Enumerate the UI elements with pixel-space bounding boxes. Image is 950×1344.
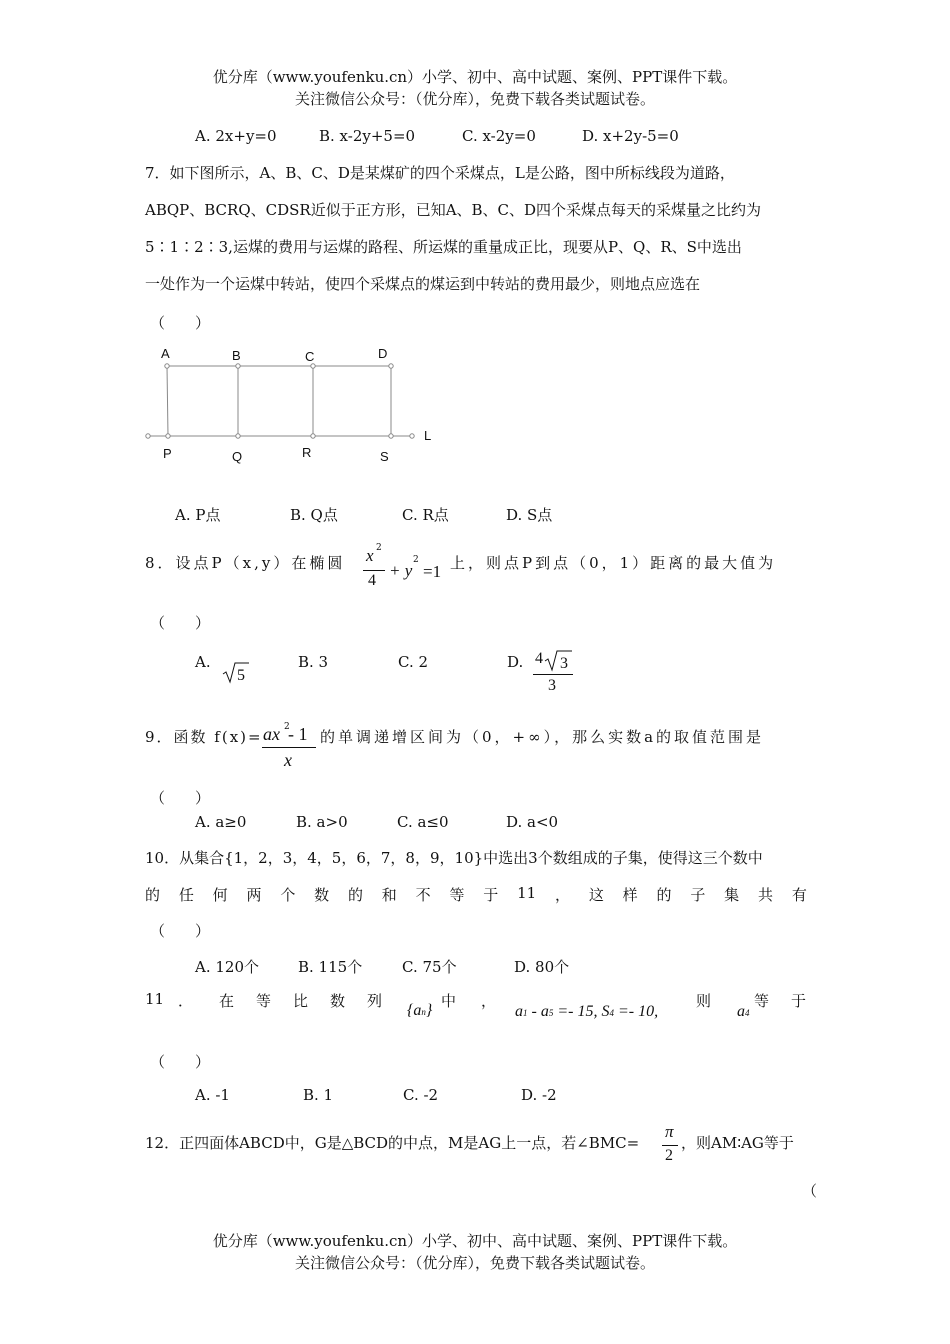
q9-den: x — [284, 750, 292, 770]
label-r: R — [302, 445, 312, 460]
q8-option-a: A. — [195, 653, 211, 671]
q10-char: 两 — [246, 886, 262, 904]
q8-frac-num: x — [366, 546, 374, 565]
q11-expression — [515, 1003, 658, 1021]
q11-seq-open: {a — [407, 1002, 422, 1019]
q11-word: 比 — [293, 992, 309, 1010]
q8-sqrt5 — [222, 660, 250, 686]
q7-line-2: ABQP、BCRQ、CDSR近似于正方形，已知A、B、C、D四个采煤点每天的采煤量之比约为 — [145, 201, 762, 219]
q9-fraction — [262, 719, 318, 775]
label-d: D — [378, 346, 388, 361]
q11-option-c: C. -2 — [403, 1086, 439, 1104]
q8-option-c: C. 2 — [398, 653, 429, 671]
q11-word: 数 — [330, 992, 346, 1010]
q11-a4-sub: 4 — [745, 1008, 750, 1018]
q11-sub-5: 5 — [548, 1008, 554, 1018]
q12-fraction — [662, 1118, 680, 1168]
point-l-start — [146, 434, 150, 438]
q7-line-1: 7．如下图所示，A、B、C、D是某煤矿的四个采煤点，L是公路，图中所标线段为道路， — [145, 164, 735, 182]
q8-d-sqrt3 — [544, 648, 574, 674]
q10-char: 这 — [588, 886, 604, 904]
q9-suffix: 的单调递增区间为（0，+∞），那么实数a的取值范围是 — [320, 728, 765, 746]
q11-a4-a: a — [737, 1003, 745, 1020]
q9-option-c: C. a≤0 — [397, 813, 449, 831]
q9-prefix: 9．函数 f(x)= — [145, 728, 263, 746]
q9-option-d: D. a<0 — [506, 813, 559, 831]
q11-a4 — [737, 1003, 750, 1021]
q10-line-2 — [145, 884, 807, 905]
q11-number: 11 — [145, 990, 165, 1008]
q12-two: 2 — [665, 1147, 673, 1164]
q11-ze: 则 — [696, 992, 712, 1010]
q10-answer-paren: （ ） — [150, 922, 211, 940]
q10-char: 的 — [656, 886, 672, 904]
q7-option-c: C. R点 — [402, 506, 449, 524]
q8-prefix: 8．设点P（x,y）在椭圆 — [145, 554, 346, 572]
label-a: A — [161, 346, 170, 361]
point-s — [389, 434, 393, 438]
label-c: C — [305, 349, 315, 364]
q10-line-1: 10．从集合{1，2，3，4，5，6，7，8，9，10}中选出3个数组成的子集，使得这三个数中 — [145, 849, 763, 867]
q7-option-b: B. Q点 — [290, 506, 338, 524]
q11-seq-sub: n — [421, 1007, 426, 1017]
point-a — [165, 364, 169, 368]
road-ap — [167, 366, 168, 436]
q10-char: 数 — [314, 886, 330, 904]
q10-option-a: A. 120个 — [195, 958, 259, 976]
label-b: B — [232, 348, 241, 363]
q10-char: 任 — [178, 886, 194, 904]
q11-a: a — [515, 1003, 523, 1020]
q11-word: 等 — [256, 992, 272, 1010]
q10-char: 有 — [791, 886, 807, 904]
q8-d-root-3: 3 — [560, 655, 568, 672]
q10-char: ， — [555, 886, 571, 904]
q9-frac-bar — [262, 747, 316, 748]
q10-option-d: D. 80个 — [514, 958, 570, 976]
q8-option-d: D. — [507, 653, 524, 671]
q11-eq-s: =- 15, S — [553, 1003, 610, 1020]
q11-option-d: D. -2 — [521, 1086, 557, 1104]
header-line-2: 关注微信公众号：（优分库），免费下载各类试题试卷。 — [294, 90, 655, 108]
q6-option-b: B. x-2y+5=0 — [319, 127, 416, 145]
q8-answer-paren: （ ） — [150, 614, 211, 632]
q10-option-c: C. 75个 — [402, 958, 457, 976]
q10-char: 子 — [690, 886, 706, 904]
point-c — [311, 364, 315, 368]
q9-option-b: B. a>0 — [296, 813, 348, 831]
point-d — [389, 364, 393, 368]
q8-frac-exp: 2 — [376, 543, 382, 553]
q9-num-rest: - 1 — [288, 724, 308, 744]
q6-option-d: D. x+2y-5=0 — [582, 127, 679, 145]
q10-char: 等 — [449, 886, 465, 904]
q11-deng: 等 — [754, 992, 770, 1010]
q8-d-den: 3 — [548, 677, 556, 694]
q11-option-b: B. 1 — [303, 1086, 334, 1104]
q11-option-a: A. -1 — [195, 1086, 230, 1104]
point-b — [236, 364, 240, 368]
q8-d-frac-bar — [533, 674, 573, 675]
q9-answer-paren: （ ） — [150, 789, 211, 807]
q8-eq-one: =1 — [423, 562, 442, 581]
label-l: L — [424, 428, 432, 443]
q12-suffix: ，则AM∶AG等于 — [681, 1134, 794, 1152]
point-l-end — [410, 434, 414, 438]
q10-char: 样 — [622, 886, 638, 904]
q8-suffix: 上，则点P到点（0，1）距离的最大值为 — [450, 554, 777, 572]
q11-comma: ， — [481, 992, 497, 1010]
q12-prefix: 12．正四面体ABCD中，G是△BCD的中点，M是AG上一点，若∠BMC= — [145, 1134, 640, 1152]
point-p — [166, 434, 170, 438]
q7-line-3: 5∶1∶2∶3,运煤的费用与运煤的路程、所运煤的重量成正比，现要从P、Q、R、S中选出 — [145, 238, 742, 256]
q11-sub-1: 1 — [523, 1008, 528, 1018]
q7-road-diagram — [140, 340, 450, 470]
point-r — [311, 434, 315, 438]
q11-seq-close: } — [425, 1002, 433, 1019]
q8-frac-den: 4 — [368, 572, 376, 589]
q8-option-d-fraction — [533, 648, 575, 700]
q11-word: 在 — [219, 992, 235, 1010]
q10-char: 共 — [757, 886, 773, 904]
q12-answer-paren: （ — [802, 1182, 818, 1200]
q8-d-num-4: 4 — [535, 650, 543, 667]
q7-option-d: D. S点 — [506, 506, 553, 524]
q12-pi: π — [665, 1122, 674, 1141]
q10-char: 的 — [347, 886, 363, 904]
q11-sub-4: 4 — [609, 1008, 614, 1018]
q6-option-a: A. 2x+y=0 — [195, 127, 277, 145]
q10-char: 和 — [381, 886, 397, 904]
q10-char: 的 — [145, 886, 161, 904]
q8-option-b: B. 3 — [298, 653, 329, 671]
q12-frac-bar — [662, 1145, 678, 1146]
q11-yu: 于 — [791, 992, 807, 1010]
q10-char: 不 — [415, 886, 431, 904]
q7-line-4: 一处作为一个运煤中转站，使四个采煤点的煤运到中转站的费用最少，则地点应选在 — [145, 275, 701, 293]
q7-answer-paren: （ ） — [150, 314, 211, 332]
q10-char: 集 — [724, 886, 740, 904]
q10-char: 11 — [517, 884, 537, 902]
q11-end: =- 10, — [613, 1003, 659, 1020]
q9-option-a: A. a≥0 — [195, 813, 247, 831]
q11-seq — [407, 1002, 432, 1020]
label-s: S — [380, 449, 389, 464]
q7-option-a: A. P点 — [175, 506, 221, 524]
q9-num-ax: ax — [263, 724, 280, 744]
label-p: P — [163, 446, 172, 461]
q10-option-b: B. 115个 — [298, 958, 363, 976]
footer-line-1: 优分库（www.youfenku.cn）小学、初中、高中试题、案例、PPT课件下载。 — [212, 1232, 738, 1250]
q8-plus-y: + y — [389, 561, 413, 580]
q10-char: 何 — [212, 886, 228, 904]
footer-line-2: 关注微信公众号：（优分库），免费下载各类试题试卷。 — [294, 1254, 655, 1272]
q8-fraction — [363, 540, 385, 590]
q9-num-exp: 2 — [284, 722, 290, 732]
q11-minus-a: - a — [527, 1003, 549, 1020]
point-q — [236, 434, 240, 438]
q11-answer-paren: （ ） — [150, 1053, 211, 1071]
radical-sign — [223, 663, 249, 682]
header-line-1: 优分库（www.youfenku.cn）小学、初中、高中试题、案例、PPT课件下载。 — [212, 68, 738, 86]
q8-frac-bar — [363, 570, 385, 571]
label-q: Q — [232, 449, 243, 464]
q11-zhong: 中 — [441, 992, 457, 1010]
q8-y-exp: 2 — [413, 555, 419, 565]
q10-char: 个 — [280, 886, 296, 904]
q8-sqrt5-value: 5 — [237, 667, 245, 684]
q11-word: 列 — [367, 992, 383, 1010]
q6-option-c: C. x-2y=0 — [462, 127, 536, 145]
q10-char: 于 — [483, 886, 499, 904]
q11-dot: ． — [178, 992, 194, 1010]
